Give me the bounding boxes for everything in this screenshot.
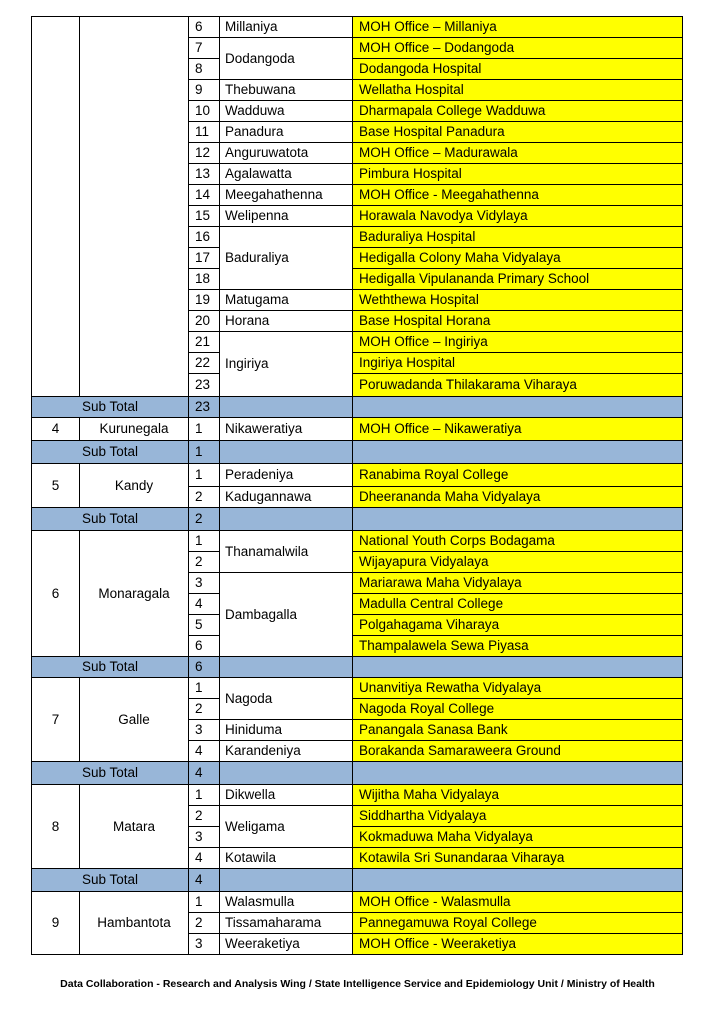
centre-index-cell: 1: [189, 785, 220, 806]
moh-area-cell: Nikaweratiya: [220, 418, 353, 441]
centre-index-cell: 19: [189, 290, 220, 311]
vaccination-location-cell: MOH Office – Millaniya: [353, 17, 683, 38]
vaccination-location-cell: MOH Office – Ingiriya: [353, 332, 683, 353]
subtotal-empty-cell: [353, 441, 683, 464]
subtotal-empty-cell: [353, 657, 683, 678]
centre-index-cell: 4: [189, 848, 220, 869]
row-number-cell: 5: [32, 464, 80, 508]
centre-index-cell: 14: [189, 185, 220, 206]
moh-area-cell: Matugama: [220, 290, 353, 311]
vaccination-location-cell: Polgahagama Viharaya: [353, 615, 683, 636]
vaccination-location-cell: Unanvitiya Rewatha Vidyalaya: [353, 678, 683, 699]
centre-index-cell: 3: [189, 573, 220, 594]
vaccination-location-cell: Hedigalla Colony Maha Vidyalaya: [353, 248, 683, 269]
vaccination-location-cell: Borakanda Samaraweera Ground: [353, 741, 683, 762]
row-number-cell: 7: [32, 678, 80, 762]
moh-area-cell: Walasmulla: [220, 892, 353, 913]
subtotal-row: [32, 508, 683, 531]
district-cell: Matara: [80, 785, 189, 869]
moh-area-cell: Kadugannawa: [220, 487, 353, 508]
moh-area-cell: Agalawatta: [220, 164, 353, 185]
district-cell: Galle: [80, 678, 189, 762]
moh-area-cell: Weligama: [220, 806, 353, 848]
centre-index-cell: 1: [189, 464, 220, 487]
centre-index-cell: 1: [189, 418, 220, 441]
row-number-cell: 6: [32, 531, 80, 657]
table-row: [32, 892, 683, 913]
subtotal-label: Sub Total: [32, 869, 189, 892]
subtotal-empty-cell: [220, 869, 353, 892]
moh-area-cell: Tissamaharama: [220, 913, 353, 934]
moh-area-cell: Kotawila: [220, 848, 353, 869]
centre-index-cell: 3: [189, 720, 220, 741]
page-footer: Data Collaboration - Research and Analysis Wing / State Intelligence Service and Epidemiology Unit / Ministry of Health: [60, 978, 655, 990]
vaccination-location-cell: Pimbura Hospital: [353, 164, 683, 185]
district-cell: Kurunegala: [80, 418, 189, 441]
centre-index-cell: 2: [189, 552, 220, 573]
vaccination-location-cell: Base Hospital Panadura: [353, 122, 683, 143]
moh-area-cell: Welipenna: [220, 206, 353, 227]
district-cell: Monaragala: [80, 531, 189, 657]
row-number-cell: 4: [32, 418, 80, 441]
subtotal-count: 1: [189, 441, 220, 464]
subtotal-label: Sub Total: [32, 762, 189, 785]
vaccination-location-cell: Madulla Central College: [353, 594, 683, 615]
centre-index-cell: 3: [189, 827, 220, 848]
vaccination-location-cell: Kotawila Sri Sunandaraa Viharaya: [353, 848, 683, 869]
vaccination-location-cell: Ranabima Royal College: [353, 464, 683, 487]
centre-index-cell: 12: [189, 143, 220, 164]
centre-index-cell: 6: [189, 636, 220, 657]
vaccination-location-cell: Panangala Sanasa Bank: [353, 720, 683, 741]
vaccination-location-cell: Dharmapala College Wadduwa: [353, 101, 683, 122]
vaccination-location-cell: Wijitha Maha Vidyalaya: [353, 785, 683, 806]
moh-area-cell: Thanamalwila: [220, 531, 353, 573]
subtotal-count: 4: [189, 762, 220, 785]
centre-index-cell: 9: [189, 80, 220, 101]
vaccination-location-cell: Wellatha Hospital: [353, 80, 683, 101]
centre-index-cell: 20: [189, 311, 220, 332]
moh-area-cell: Nagoda: [220, 678, 353, 720]
vaccination-location-cell: MOH Office – Madurawala: [353, 143, 683, 164]
moh-area-cell: Thebuwana: [220, 80, 353, 101]
moh-area-cell: Horana: [220, 311, 353, 332]
vaccination-location-cell: MOH Office - Meegahathenna: [353, 185, 683, 206]
subtotal-label: Sub Total: [32, 508, 189, 531]
table-row: [32, 678, 683, 699]
moh-area-cell: Dodangoda: [220, 38, 353, 80]
centre-index-cell: 21: [189, 332, 220, 353]
vaccination-location-cell: Ingiriya Hospital: [353, 353, 683, 374]
vaccination-location-cell: Poruwadanda Thilakarama Viharaya: [353, 374, 683, 397]
vaccination-location-cell: Horawala Navodya Vidylaya: [353, 206, 683, 227]
centre-index-cell: 1: [189, 892, 220, 913]
centre-index-cell: 18: [189, 269, 220, 290]
moh-area-cell: Dikwella: [220, 785, 353, 806]
subtotal-row: [32, 869, 683, 892]
table-body: [32, 17, 683, 955]
vaccination-centre-table: [31, 16, 683, 955]
moh-area-cell: Millaniya: [220, 17, 353, 38]
subtotal-label: Sub Total: [32, 441, 189, 464]
centre-index-cell: 15: [189, 206, 220, 227]
vaccination-location-cell: MOH Office – Nikaweratiya: [353, 418, 683, 441]
vaccination-location-cell: Siddhartha Vidyalaya: [353, 806, 683, 827]
subtotal-row: [32, 762, 683, 785]
row-number-cell: 9: [32, 892, 80, 955]
centre-index-cell: 4: [189, 741, 220, 762]
vaccination-location-cell: National Youth Corps Bodagama: [353, 531, 683, 552]
centre-index-cell: 2: [189, 487, 220, 508]
vaccination-location-cell: Wijayapura Vidyalaya: [353, 552, 683, 573]
table-row: [32, 418, 683, 441]
centre-index-cell: 10: [189, 101, 220, 122]
row-number-cell: 8: [32, 785, 80, 869]
vaccination-location-cell: Dheerananda Maha Vidyalaya: [353, 487, 683, 508]
subtotal-count: 2: [189, 508, 220, 531]
centre-index-cell: 22: [189, 353, 220, 374]
centre-index-cell: 23: [189, 374, 220, 397]
row-number-cell: [32, 17, 80, 397]
centre-index-cell: 4: [189, 594, 220, 615]
centre-index-cell: 16: [189, 227, 220, 248]
table-row: [32, 464, 683, 487]
district-cell: Kandy: [80, 464, 189, 508]
vaccination-location-cell: Base Hospital Horana: [353, 311, 683, 332]
subtotal-empty-cell: [220, 762, 353, 785]
vaccination-location-cell: Pannegamuwa Royal College: [353, 913, 683, 934]
subtotal-label: Sub Total: [32, 657, 189, 678]
centre-index-cell: 2: [189, 806, 220, 827]
district-cell: [80, 17, 189, 397]
subtotal-count: 6: [189, 657, 220, 678]
subtotal-empty-cell: [353, 508, 683, 531]
centre-index-cell: 2: [189, 913, 220, 934]
centre-index-cell: 8: [189, 59, 220, 80]
moh-area-cell: Karandeniya: [220, 741, 353, 762]
vaccination-location-cell: Weththewa Hospital: [353, 290, 683, 311]
subtotal-empty-cell: [220, 441, 353, 464]
vaccination-location-cell: MOH Office - Walasmulla: [353, 892, 683, 913]
district-cell: Hambantota: [80, 892, 189, 955]
subtotal-empty-cell: [353, 869, 683, 892]
subtotal-empty-cell: [353, 762, 683, 785]
centre-index-cell: 7: [189, 38, 220, 59]
centre-index-cell: 5: [189, 615, 220, 636]
vaccination-location-cell: Hedigalla Vipulananda Primary School: [353, 269, 683, 290]
table-row: [32, 531, 683, 552]
centre-index-cell: 1: [189, 678, 220, 699]
moh-area-cell: Dambagalla: [220, 573, 353, 657]
table-row: [32, 17, 683, 38]
moh-area-cell: Peradeniya: [220, 464, 353, 487]
vaccination-location-cell: Kokmaduwa Maha Vidyalaya: [353, 827, 683, 848]
vaccination-location-cell: MOH Office – Dodangoda: [353, 38, 683, 59]
vaccination-location-cell: MOH Office - Weeraketiya: [353, 934, 683, 955]
moh-area-cell: Baduraliya: [220, 227, 353, 290]
subtotal-row: [32, 397, 683, 418]
moh-area-cell: Ingiriya: [220, 332, 353, 397]
subtotal-empty-cell: [353, 397, 683, 418]
subtotal-row: [32, 657, 683, 678]
vaccination-location-cell: Nagoda Royal College: [353, 699, 683, 720]
vaccination-location-cell: Dodangoda Hospital: [353, 59, 683, 80]
centre-index-cell: 3: [189, 934, 220, 955]
moh-area-cell: Hiniduma: [220, 720, 353, 741]
vaccination-location-cell: Mariarawa Maha Vidyalaya: [353, 573, 683, 594]
vaccination-location-cell: Baduraliya Hospital: [353, 227, 683, 248]
centre-index-cell: 17: [189, 248, 220, 269]
vaccination-location-cell: Thampalawela Sewa Piyasa: [353, 636, 683, 657]
subtotal-empty-cell: [220, 397, 353, 418]
moh-area-cell: Wadduwa: [220, 101, 353, 122]
centre-index-cell: 6: [189, 17, 220, 38]
centre-index-cell: 11: [189, 122, 220, 143]
subtotal-empty-cell: [220, 508, 353, 531]
subtotal-row: [32, 441, 683, 464]
centre-index-cell: 1: [189, 531, 220, 552]
moh-area-cell: Meegahathenna: [220, 185, 353, 206]
centre-index-cell: 13: [189, 164, 220, 185]
moh-area-cell: Panadura: [220, 122, 353, 143]
moh-area-cell: Weeraketiya: [220, 934, 353, 955]
subtotal-label: Sub Total: [32, 397, 189, 418]
centre-index-cell: 2: [189, 699, 220, 720]
moh-area-cell: Anguruwatota: [220, 143, 353, 164]
subtotal-count: 4: [189, 869, 220, 892]
table-row: [32, 785, 683, 806]
subtotal-empty-cell: [220, 657, 353, 678]
subtotal-count: 23: [189, 397, 220, 418]
